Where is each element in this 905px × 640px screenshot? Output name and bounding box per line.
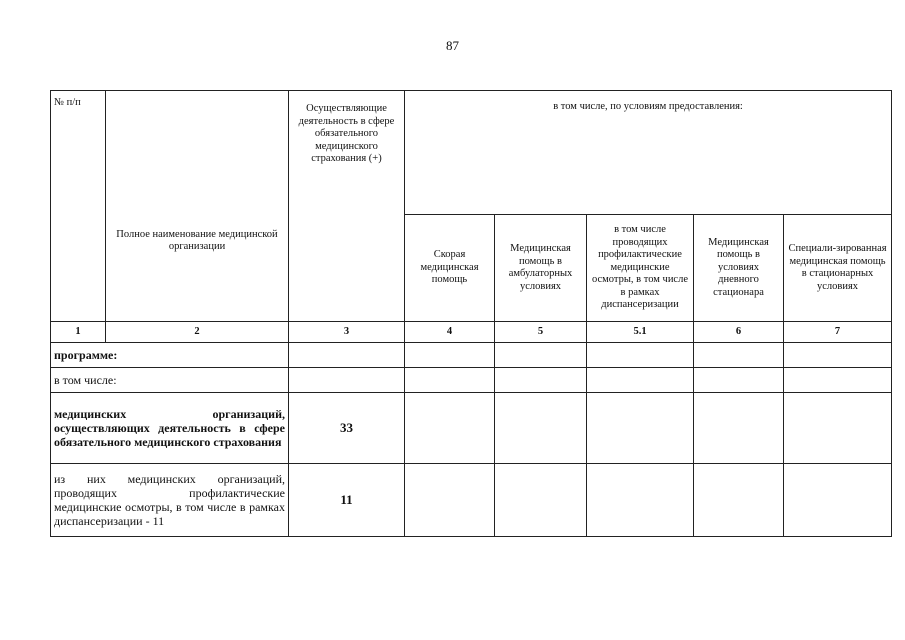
header-day-hospital: Медицинская помощь в условиях дневного стационара — [694, 215, 784, 322]
row-label-programme: программе: — [51, 343, 289, 368]
header-oms: Осуществляющие деятельность в сфере обязательного медицинского страхования (+) — [289, 91, 405, 322]
header-specialized-care: Специали-зированная медицинская помощь в стационарных условиях — [784, 215, 892, 322]
column-numbers-row — [51, 322, 892, 343]
table-row — [51, 343, 892, 368]
column-number: 5 — [495, 322, 587, 343]
column-number: 7 — [784, 322, 892, 343]
table-row — [51, 368, 892, 393]
column-number: 4 — [405, 322, 495, 343]
row-label-including: в том числе: — [51, 368, 289, 393]
header-org-name: Полное наименование медицинской организации — [106, 91, 289, 322]
column-number: 5.1 — [587, 322, 694, 343]
row-label-oms-organizations: медицинских организаций, осуществляющих деятельность в сфере обязательного медицинского страхования — [51, 393, 289, 464]
header-emergency-care: Скорая медицинская помощь — [405, 215, 495, 322]
table-row — [51, 464, 892, 537]
column-number: 3 — [289, 322, 405, 343]
table-row — [51, 393, 892, 464]
column-number: 1 — [51, 322, 106, 343]
header-outpatient-care: Медицинская помощь в амбулаторных условиях — [495, 215, 587, 322]
column-number: 6 — [694, 322, 784, 343]
medical-organizations-table — [50, 90, 892, 537]
header-preventive-exams: в том числе проводящих профилактические медицинские осмотры, в том числе в рамках диспансеризации — [587, 215, 694, 322]
row-label-preventive-organizations: из них медицинских организаций, проводящих профилактические медицинские осмотры, в том числе в рамках диспансеризации - 11 — [51, 464, 289, 537]
header-including-conditions: в том числе, по условиям предоставления: — [405, 91, 892, 215]
column-number: 2 — [106, 322, 289, 343]
header-number: № п/п — [51, 91, 106, 322]
preventive-organizations-count: 11 — [289, 464, 405, 537]
oms-organizations-count: 33 — [289, 393, 405, 464]
page-number: 87 — [446, 38, 459, 53]
